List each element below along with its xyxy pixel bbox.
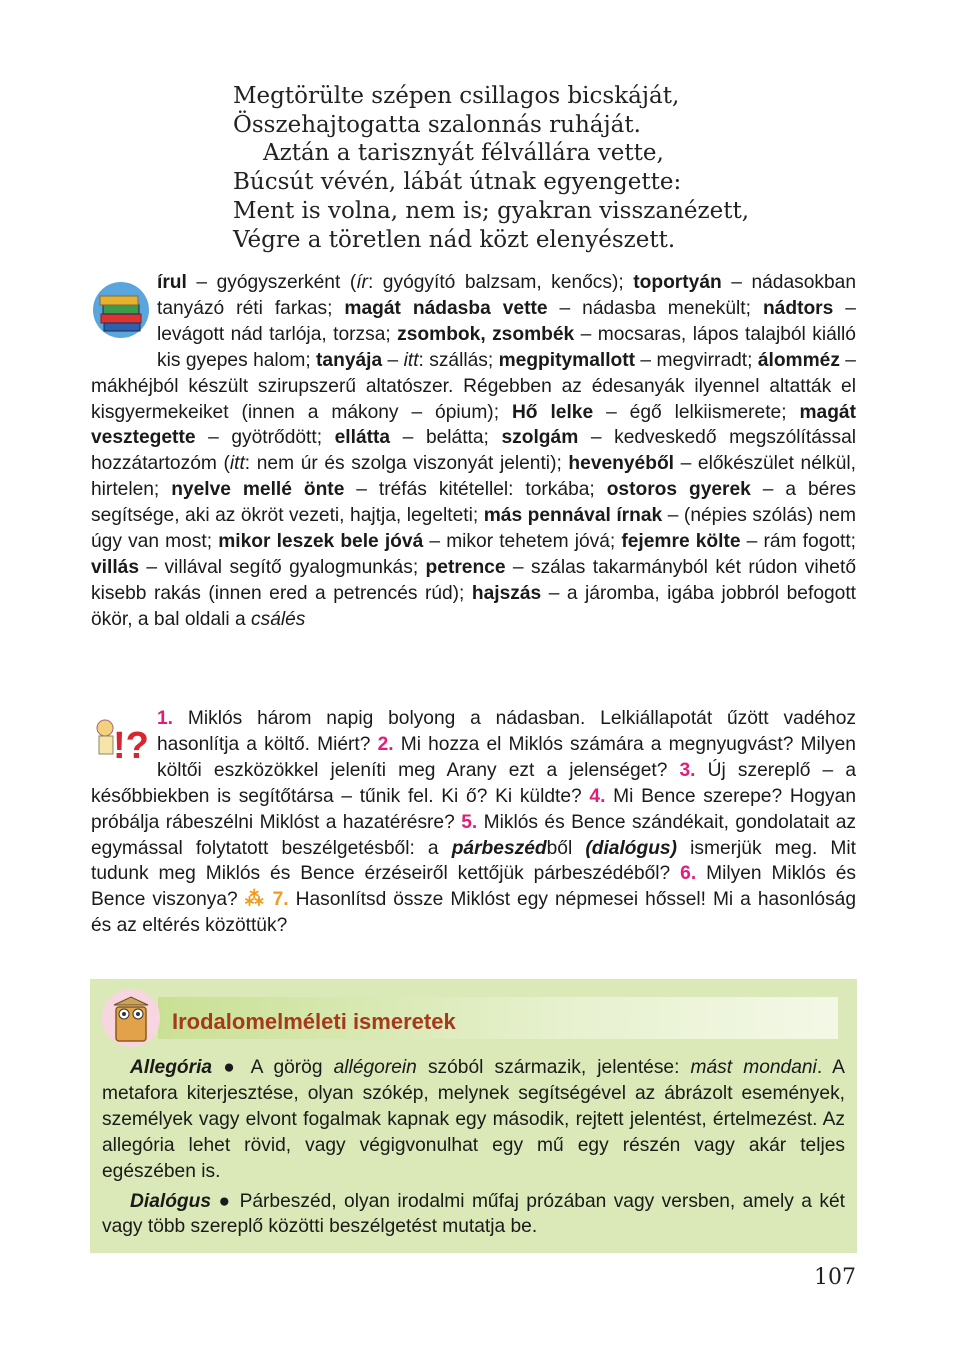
gloss-definition: : szállás; (418, 349, 499, 371)
gloss-term: villás (91, 556, 140, 578)
gloss-italic: itt (229, 453, 245, 475)
gloss-term: szolgám (501, 427, 579, 449)
question-exclamation-icon (89, 706, 153, 780)
theory-title: Irodalomelméleti ismeretek (172, 1009, 456, 1034)
gloss-term: magát vesztegette (91, 401, 856, 449)
allegory-text: A görög (250, 1057, 334, 1078)
allegory-text: szóból származik, jelentése: (416, 1057, 691, 1078)
question-term: párbeszéd (451, 837, 547, 859)
dialog-definition (102, 1189, 845, 1241)
gloss-definition: – gyógyszerként ( (186, 272, 357, 293)
glossary (91, 270, 856, 633)
gloss-term: tanyája (316, 349, 383, 371)
gloss-definition: – tréfás kitétellel: torkába; (344, 479, 607, 501)
question-text: Mi Bence szerepe? Hogyan próbálja rábeszélni Miklóst a hazatérésre? (91, 785, 856, 833)
gloss-definition: – megvirradt; (635, 349, 758, 371)
allegory-word: allégorein (333, 1057, 417, 1078)
question-text: Miklós és Bence szándékait, gondolatait az egymással folytatott beszélgetésből: a (91, 811, 856, 859)
gloss-definition: – mocsaras, lápos talajból kiálló kis gyepes halom; (157, 323, 856, 371)
poem-line: Búcsút vévén, lábát útnak egyengette: (233, 169, 682, 196)
questions (91, 706, 856, 939)
question-text: Új szereplő – a későbbiekben is segítőtársa – tűnik fel. Ki ő? Ki küldte? (91, 759, 856, 807)
gloss-definition: : nem úr és szolga viszonyát jelenti); (244, 453, 569, 475)
poem-line: Megtörülte szépen csillagos bicskáját, (233, 83, 680, 109)
gloss-term: fejemre költe (621, 531, 741, 553)
gloss-term: magát nádasba vette (344, 297, 548, 319)
owl-book-icon (100, 987, 162, 1049)
poem-line: Végre a töretlen nád közt elenyészett. (233, 226, 676, 253)
gloss-term: Hő lelke (511, 401, 594, 423)
gloss-definition: – rám fogott; (740, 531, 857, 553)
gloss-definition: – gyötrődött; (195, 427, 335, 449)
gloss-definition: – nádasokban tanyázó réti farkas; (157, 272, 857, 319)
gloss-term: zsombok, zsombék (397, 323, 575, 345)
allegory-meaning: mást mondani (690, 1057, 817, 1078)
gloss-definition: – (382, 349, 404, 371)
question-number: 7. (272, 889, 289, 911)
poem-line: Aztán a tarisznyát félvállára vette, (263, 140, 664, 167)
gloss-term: hajszás (471, 582, 542, 604)
gloss-term: ostoros gyerek (606, 479, 751, 501)
gloss-term: nádtors (762, 297, 834, 319)
allegory-term: Allegória (130, 1057, 213, 1078)
gloss-definition: – belátta; (390, 427, 502, 449)
question-text: ismerjük meg. Mit tudunk meg Miklós és Bence érzéseiről kettőjük párbeszédéből? (91, 837, 856, 885)
question-number: 5. (461, 811, 478, 833)
gloss-definition: – levágott nád tarlója, torzsa; (157, 297, 856, 345)
page-number: 107 (814, 1265, 856, 1290)
question-term: (dialógus) (585, 837, 677, 859)
question-text: Mi hozza el Miklós számára a megnyugvást? Milyen költői eszközökkel jeleníti meg Arany ezt a jelenséget? (157, 733, 856, 781)
theory-box (90, 979, 857, 1253)
glossary-text (91, 272, 856, 630)
question-text: ből (546, 837, 586, 859)
gloss-term: toportyán (633, 272, 722, 293)
bullet: ● (212, 1057, 251, 1078)
question-number: 2. (377, 733, 394, 755)
bullet: ● (211, 1190, 240, 1212)
poem-line: Összehajtogatta szalonnás ruháját. (233, 111, 641, 138)
question-number: 1. (157, 708, 174, 729)
gloss-term: ellátta (334, 427, 391, 449)
questions-text (91, 708, 856, 936)
gloss-definition: – a járomba, igába jobbról befogott ökör, a bal oldali a (91, 582, 856, 630)
gloss-definition: – mikor tehetem jóvá; (423, 531, 622, 553)
question-number: 4. (589, 785, 606, 807)
svg-text:!?: !? (113, 725, 149, 767)
theory-header (100, 987, 838, 1049)
gloss-italic: csálés (251, 608, 306, 630)
gloss-term: hevenyéből (568, 453, 674, 475)
gloss-italic: itt (403, 349, 419, 371)
gloss-definition: – szálas takarmányból két rúdon vihető kisebb rakás (innen ered a petrencés rúd); (91, 556, 856, 604)
poem (233, 82, 749, 254)
gloss-term: petrence (425, 556, 506, 578)
asterisk-star-icon: ⁂ (244, 889, 266, 911)
gloss-definition: – égő lelkiismerete; (593, 401, 800, 423)
dialog-term: Dialógus (130, 1190, 212, 1212)
question-number: 3. (679, 759, 696, 781)
gloss-definition: – villával segítő gyalogmunkás; (139, 556, 426, 578)
dialog-text: Párbeszéd, olyan irodalmi műfaj prózában vagy versben, amely a két vagy több szereplő közötti beszélgetést mutatja be. (102, 1190, 845, 1238)
gloss-definition: – (népies szólás) nem úgy van most; (91, 505, 856, 553)
gloss-term: írul (157, 272, 187, 293)
theory-body (102, 1055, 845, 1244)
gloss-definition: – kedveskedő megszólítással hozzátartozóm ( (91, 427, 857, 475)
question-text: Hasonlítsd össze Miklóst egy népmesei hőssel! Mi a hasonlóság és az eltérés közöttük? (91, 889, 857, 937)
allegory-definition (102, 1055, 845, 1185)
books-icon (89, 270, 153, 350)
gloss-term: megpitymallott (498, 349, 636, 371)
question-number: 6. (680, 863, 697, 885)
gloss-italic: ír (356, 272, 368, 293)
gloss-term: álomméz (757, 349, 840, 371)
gloss-definition: – a béres segítsége, aki az ökröt vezeti, hajtja, legelteti; (91, 479, 856, 527)
poem-line: Ment is volna, nem is; gyakran visszanézett, (233, 197, 750, 224)
gloss-term: nyelve mellé önte (171, 479, 345, 501)
allegory-text: . A metafora kiterjesztése, olyan szókép, melynek segítségével az ábrázolt események, személyek vagy elvont fogalmak kapnak egy második, rejtett jelentést, értelmezést. Az allegória lehet rövid, vagy végigvonulhat egy mű egy részén vagy akár teljes egészében is. (102, 1057, 845, 1182)
gloss-term: más pennával írnak (483, 505, 663, 527)
gloss-term: mikor leszek bele jóvá (218, 531, 424, 553)
question-text: Milyen Miklós és Bence viszonya? (91, 863, 856, 911)
gloss-definition: – előkészület nélkül, hirtelen; (91, 453, 856, 501)
gloss-definition: – mákhéjból készült szirupszerű altatószer. Régebben az édesanyák ilyennel altatták el kisgyermekeiket (innen a mákony – ópium); (91, 349, 856, 423)
gloss-definition: : gyógyító balzsam, kenőcs); (367, 272, 634, 293)
question-text: Miklós három napig bolyong a nádasban. Lelkiállapotát űzött vadéhoz hasonlítja a költő. Miért? (157, 708, 856, 755)
gloss-definition: – nádasba menekült; (547, 297, 763, 319)
